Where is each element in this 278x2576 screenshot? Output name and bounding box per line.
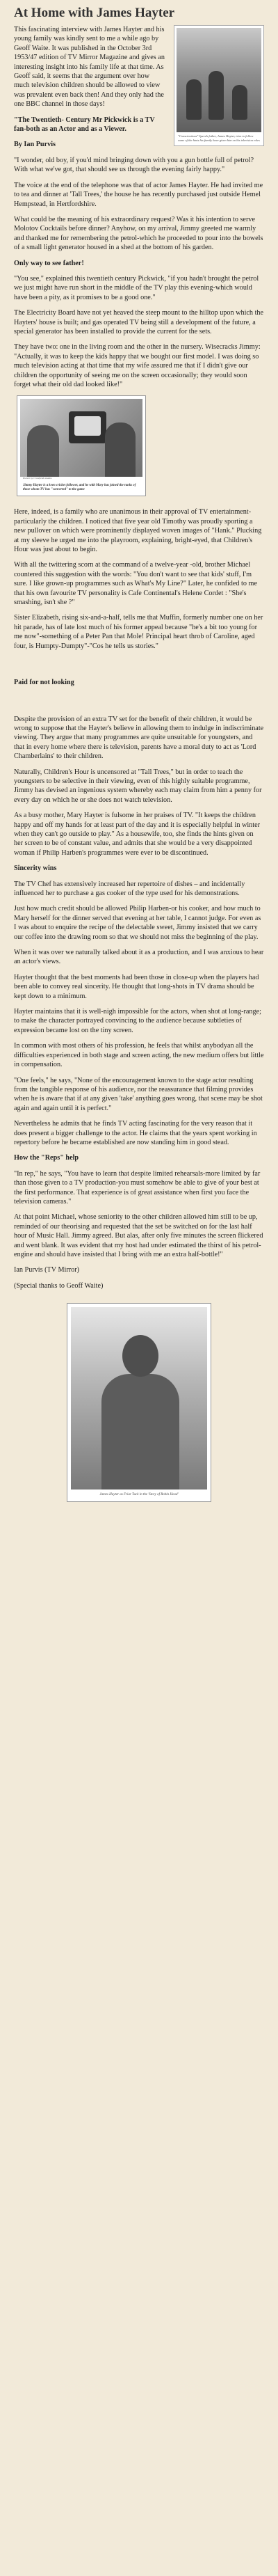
paragraph: As a busy mother, Mary Hayter is fulsome in her praises of TV. "It keeps the children happy and off my hands for at least part of the day and it is especially helpful in winter when they can't go outside to play." As a housewife, too, she finds the hints given on her screen to be of constant value, and admits that she would be a very disappointed woman if Philip Harben's programmes were ever to be discontinued. — [14, 812, 261, 857]
photo-cricket-tv-credit: Picture by Crossfields studios — [23, 477, 52, 480]
paragraph: The TV Chef has extensively increased her repertoire of dishes – and incidentally influenced her to purchase a gas cooker of the type used for his demonstrations. — [14, 880, 245, 897]
paragraph: They have two: one in the living room and the other in the nursery. Wisecracks Jimmy: "Actually, it was to keep the kids happy that we bought our first model. I was doing so much television acting at that time that my wife assured me that if I didn't give our children the opportunity of seeing me on the screen occasionally; they would soon forget what their old dad looked like!" — [14, 343, 261, 388]
paragraph: Naturally, Children's Hour is uncensored at "Tall Trees," but in order to teach the youngsters to be selective in their viewing, even of this highly suitable programme, Jimmy has devised an ingenious system whereby each may claim from him a penny for every day on which he or she does not watch television. — [14, 768, 262, 804]
paragraph: When it was over we naturally talked about it as a production, and I was anxious to hear an actor's views. — [14, 949, 264, 966]
photo-family-reading-image — [177, 28, 261, 132]
paragraph: "I wonder, old boy, if you'd mind bringing down with you a gun bottle full of petrol? With what we've got, that should see us through the evening fairly happy." — [14, 156, 254, 174]
subheading-paid: Paid for not looking — [14, 679, 74, 687]
paragraph: Nevertheless he admits that he finds TV acting fascinating for the very reason that it does present a bigger challenge to the actor. He claims that the years spent working in repertory before he became established are now standing him in good stead. — [14, 1120, 257, 1146]
subheading-reps: How the "Reps" help — [14, 1154, 79, 1162]
article-byline: By Ian Purvis — [14, 141, 56, 149]
photo-friar-tuck-image — [71, 1307, 207, 1490]
television-icon — [69, 411, 106, 443]
paragraph: With all the twittering scorn at the command of a twelve-year -old, brother Michael countered this suggestion with the words: "You don't want to see that kids' stuff, I'm sure. I like grown-up programmes such as What's My Line?" Later, he confided to me that his own favourite TV personality is Cafe Continental's Helene Cordet : "She's smashing, isn't she ?" — [14, 561, 257, 607]
thanks-note: (Special thanks to Geoff Waite) — [14, 1281, 104, 1290]
article-headline: "The Twentieth- Century Mr Pickwick is a TV fan-both as an Actor and as a Viewer. — [14, 116, 155, 134]
paragraph: Sister Elizabeth, rising six-and-a-half, tells me that Muffin, formerly number one on her hit parade, has of late lost much of his former appeal because "he's a bit too young for me now"-something of a Peter Pan that Mole! Principal heart throb of Caroline, aged four, is Humpty-Dumpty"-"Cos he tells us stories." — [14, 614, 263, 650]
paragraph: The Electricity Board have not yet heaved the steep mount to the hilltop upon which the Hayters' house is built; and gas operated TV being still a development of the future, a special generator has been installed to provide the current for the sets. — [14, 309, 264, 335]
paragraph: In common with most others of his profession, he feels that whilst anybodyan all the difficulties experienced in both stage and screen acting, the new medium offers but little in compensation. — [14, 1042, 264, 1069]
page-title: At Home with James Hayter — [14, 6, 175, 20]
photo-friar-tuck — [67, 1303, 211, 1502]
paragraph: At that point Michael, whose seniority to the other children allowed him still to be up, reminded of our theorising and requested that the set be switched on for the last half hour of Music Hall. Jimmy agreed. But alas, after only five minutes the screen flickered and went blank. It was evident that my host had under estimated the thirst of his petrol-engine and should have insisted that I bring with me an extra half-bottle!" — [14, 1213, 263, 1258]
paragraph: The voice at the end of the telephone was that of actor James Hayter. He had invited me to tea and dinner at 'Tall Trees,' the house he has recently purchased just outside Hemel Hempstead, in Hertfordshire. — [14, 181, 263, 208]
photo-friar-tuck-caption: James Hayter as Friar Tuck in the 'Story of Robin Hood' — [99, 1493, 179, 1497]
paragraph: Despite the provision of an extra TV set for the benefit of their children, it would be wrong to suppose that the Hayter's believe in allowing them to indulge in indiscriminate viewing. They argue that many programmes are quite unsuitable for youngsters, and that in every home where there is television, parents have a moral duty to act as 'Lord Chamberlains' to their children. — [14, 715, 264, 761]
paragraph: Hayter maintains that it is well-nigh impossible for the actors, when shot at long-range; to make the character portrayed convincing to the audience because subtleties of expression became lost on the tiny screen. — [14, 1008, 261, 1034]
subheading-sincerity: Sincerity wins — [14, 864, 57, 873]
photo-cricket-tv-image — [20, 399, 142, 477]
author-signoff: Ian Purvis (TV Mirror) — [14, 1266, 80, 1274]
photo-cricket-tv — [17, 395, 146, 496]
subheading-only-way: Only way to see father! — [14, 259, 84, 267]
paragraph: Hayter thought that the best moments had been those in close-up when the players had been able to convey real sincerity. He thought that long-shots in TV drama should be kept down to a minimum. — [14, 973, 259, 1000]
paragraph: What could be the meaning of his extraordinary request? Was it his intention to serve Molotov Cocktails before dinner? Anyhow, on my arrival, Jimmy greeted me warmly and thanked me for remembering the petrol-which he proceeded to pour into the bowels of a small light generator housed in a shed at the bottom of his garden. — [14, 215, 263, 252]
paragraph: "One feels," he says, "None of the encouragement known to the stage actor resulting from the tangible response of his audience, nor the reassurance that filming provides when he is aware that if at any given 'take' anything goes wrong, that scene may be shot again and again until it is perfect." — [14, 1076, 263, 1112]
paragraph: "You see," explained this twentieth century Pickwick, "if you hadn't brought the petrol we just might have run short in the middle of the TV play this evening-which would have been a pity, as it promises to be a good one." — [14, 274, 259, 301]
photo-cricket-tv-caption: Jimmy Hayter is a keen cricket follower, and he with Mary has joined the ranks of those whom TV has "converted" to the game — [23, 484, 136, 492]
paragraph: "In rep," he says, "You have to learn that despite limited rehearsals-more limited by far than those given to a TV production-you must somehow be able to give of your best at the first performance. That experience is of great assistance when first you face the television cameras." — [14, 1169, 261, 1206]
intro-paragraph: This fascinating interview with James Hayter and his young family was kindly sent to me a while ago by Geoff Waite. It was published in the October 3rd 1953/47 edition of TV Mirror Magazine and gives an interesting insight into his family life at that time. As Geoff said, it seems that the argument over how much television children should be allowed to view was prevalent even back then! And they only had the one BBC channel in those days! — [14, 26, 165, 109]
photo-family-reading — [174, 25, 264, 146]
paragraph: Here, indeed, is a family who are unanimous in their approval of TV entertainment-particularly the children. I noticed that five year old Timothy was proudly sporting a new pullover on which were prominently displayed woven images of "Hank." Plucking at my sleeve he urged me into the playroom, explaining, bright-eyed, that Children's Hour was just about to begin. — [14, 508, 262, 554]
paragraph: Just how much credit should be allowed Philip Harben-or his cooker, and how much to Mary herself for the dinner served that evening at her table, I cannot judge. For even as I was about to enquire the recipe of the delectable sweet, Jimmy insisted that we carry our coffee into the drawing room so that we should not miss the beginning of the play. — [14, 905, 261, 941]
photo-family-reading-caption: "Conscientious" Speech father, James Hayter, tries to follow some of the hints his family have given him on his television roles — [178, 134, 260, 142]
